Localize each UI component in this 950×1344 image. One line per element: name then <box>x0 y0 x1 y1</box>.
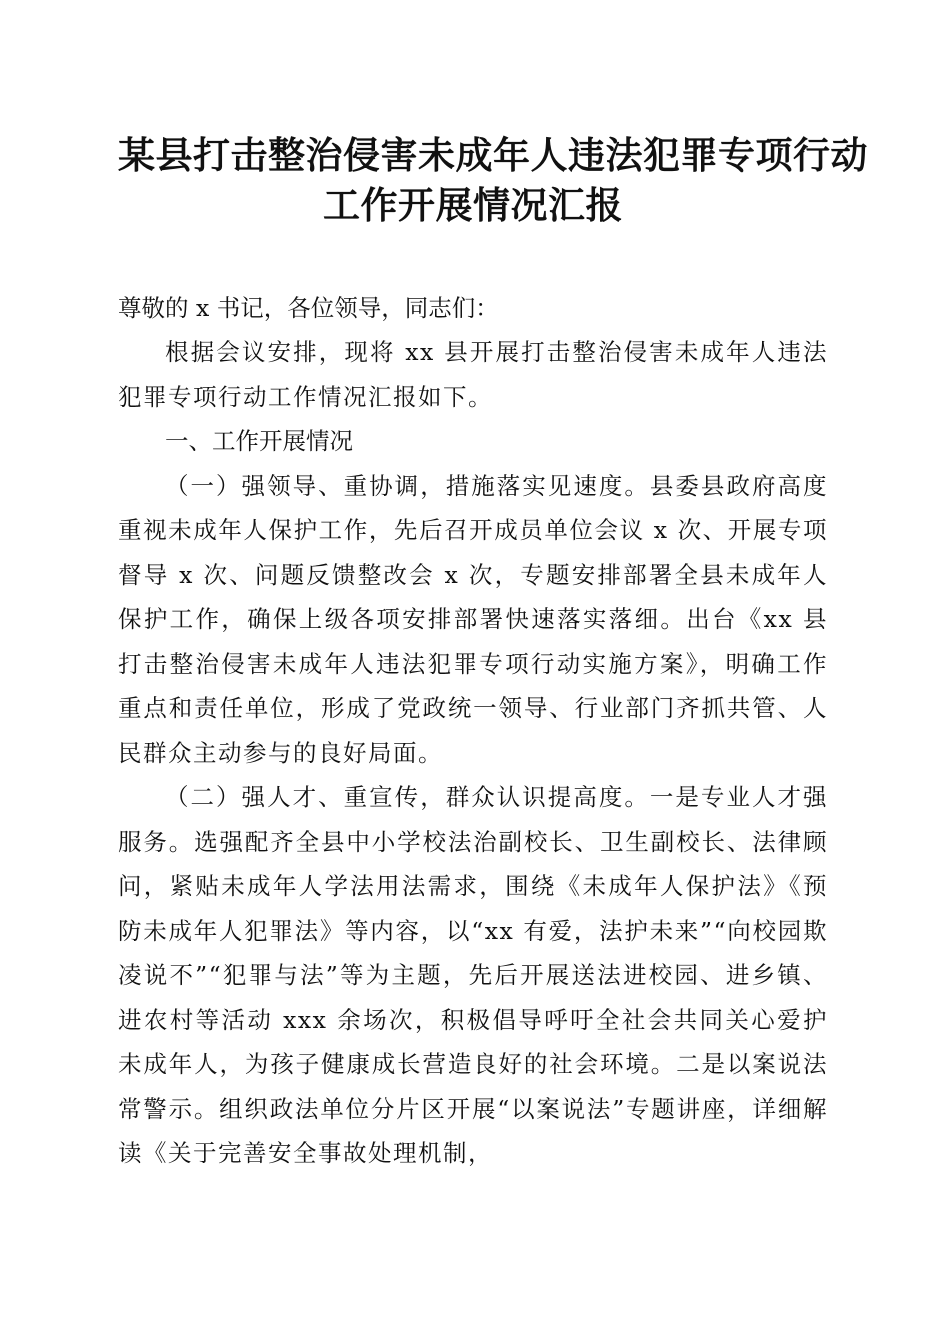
section-heading: 一、工作开展情况 <box>165 427 353 455</box>
title-line-1: 某县打击整治侵害未成年人违法犯罪专项行动 <box>118 133 868 177</box>
paragraph-2: （二）强人才、重宣传，群众认识提高度。一是专业人才强服务。选强配齐全县中小学校法治副校长、卫生副校长、法律顾问，紧贴未成年人学法用法需求，围绕《未成年人保护法》《预防未成年人犯罪法》等内容，以“xx 有爱，法护未来”“向校园欺凌说不”“犯罪与法”等为主题，先后开展送法进校园、进乡镇、进农村等活动 xxx 余场次，积极倡导呼吁全社会共同关心爱护未成年人，为孩子健康成长营造良好的社会环境。二是以案说法常警示。组织政法单位分片区开展“以案说法”专题讲座，详细解读《关于完善安全事故处理机制， <box>118 783 828 1167</box>
salutation: 尊敬的 x 书记，各位领导，同志们： <box>118 294 499 322</box>
intro-paragraph: 根据会议安排，现将 xx 县开展打击整治侵害未成年人违法犯罪专项行动工作情况汇报如下。 <box>118 338 828 411</box>
title-line-2: 工作开展情况汇报 <box>323 183 623 227</box>
document-page <box>118 130 868 1176</box>
document-title <box>118 130 868 230</box>
paragraph-1: （一）强领导、重协调，措施落实见速度。县委县政府高度重视未成年人保护工作，先后召开成员单位会议 x 次、开展专项督导 x 次、问题反馈整改会 x 次，专题安排部署全县未成年人保护工作，确保上级各项安排部署快速落实落细。出台《xx 县打击整治侵害未成年人违法犯罪专项行动实施方案》，明确工作重点和责任单位，形成了党政统一领导、行业部门齐抓共管、人民群众主动参与的良好局面。 <box>118 471 828 767</box>
